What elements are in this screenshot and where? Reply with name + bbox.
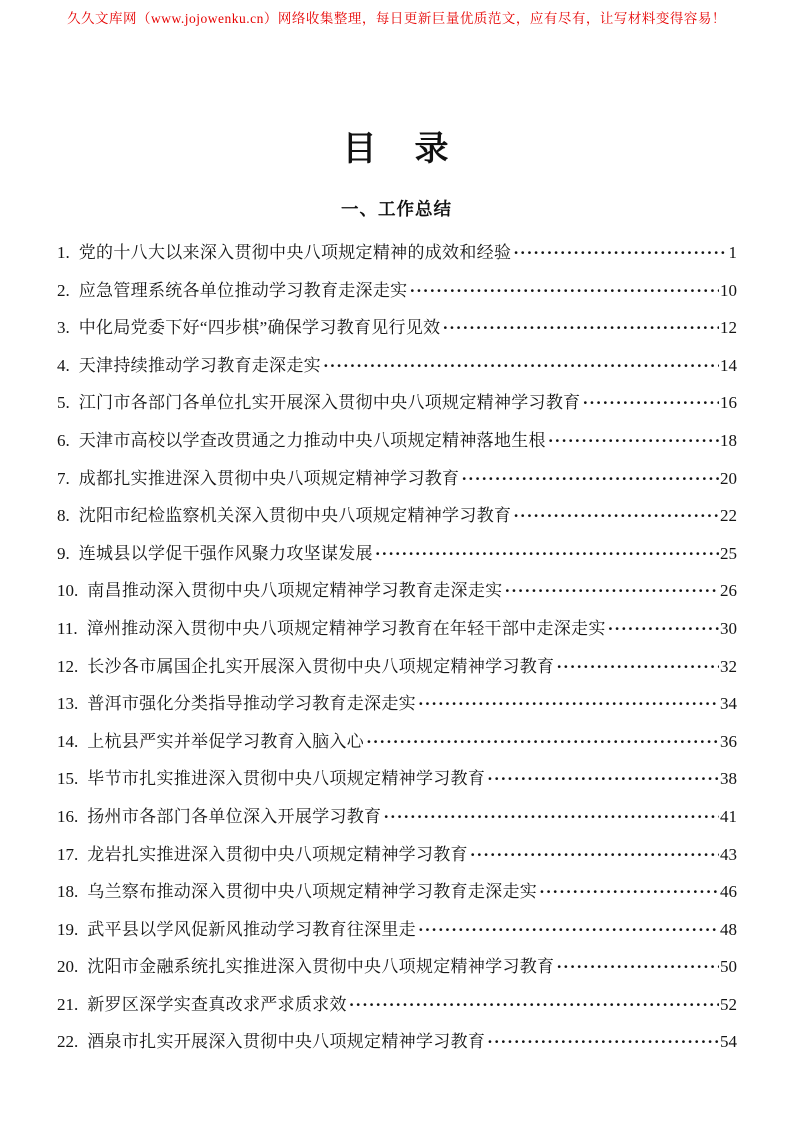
toc-entry [57, 685, 737, 723]
dot-leader [513, 234, 727, 272]
dot-leader [470, 836, 719, 874]
toc-entry-page: 18 [720, 430, 737, 450]
toc-entry [57, 948, 737, 986]
toc-entry-page: 34 [720, 694, 737, 714]
dot-leader [539, 873, 719, 911]
toc-entry [57, 384, 737, 422]
toc-entry-title: 毕节市扎实推进深入贯彻中央八项规定精神学习教育 [87, 769, 486, 789]
toc-entry-number: 5. [57, 393, 70, 413]
toc-entry [57, 723, 737, 761]
toc-entry-number: 7. [57, 468, 70, 488]
toc-entry [57, 309, 737, 347]
dot-leader [442, 309, 719, 347]
page-title: 目 录 [342, 131, 451, 168]
dot-leader [383, 798, 719, 836]
dot-leader [366, 723, 719, 761]
toc-entry [57, 497, 737, 535]
toc-entry-number: 13. [57, 694, 79, 714]
toc-entry-title: 天津市高校以学查改贯通之力推动中央八项规定精神落地生根 [78, 430, 546, 450]
dot-leader [418, 911, 719, 949]
toc-entry-title: 龙岩扎实推进深入贯彻中央八项规定精神学习教育 [87, 844, 468, 864]
dot-leader [513, 497, 719, 535]
toc-entry [57, 460, 737, 498]
toc-entry-page: 16 [720, 393, 737, 413]
dot-leader [375, 535, 719, 573]
toc-entry [57, 535, 737, 573]
toc-entry-page: 20 [720, 468, 737, 488]
toc-entry-page: 22 [720, 506, 737, 526]
dot-leader [418, 685, 719, 723]
toc-entry-page: 30 [720, 618, 737, 638]
toc-entry [57, 234, 737, 272]
section-heading: 一、工作总结 [341, 199, 452, 219]
toc-entry-number: 16. [57, 806, 79, 826]
toc-entry [57, 911, 737, 949]
toc-entry-title: 天津持续推动学习教育走深走实 [78, 355, 321, 375]
toc-entry-title: 普洱市强化分类指导推动学习教育走深走实 [87, 694, 416, 714]
toc-entry-title: 党的十八大以来深入贯彻中央八项规定精神的成效和经验 [78, 243, 512, 262]
toc-entry-title: 漳州推动深入贯彻中央八项规定精神学习教育在年轻干部中走深走实 [86, 618, 606, 638]
toc-entry-number: 6. [57, 430, 70, 450]
toc-entry-title: 酒泉市扎实开展深入贯彻中央八项规定精神学习教育 [87, 1032, 486, 1052]
toc-entry-page: 50 [720, 957, 737, 977]
toc-entry-number: 2. [57, 280, 70, 300]
toc-entry-page: 26 [720, 581, 737, 601]
toc-entry-page: 38 [720, 769, 737, 789]
toc-entry-title: 成都扎实推进深入贯彻中央八项规定精神学习教育 [78, 468, 460, 488]
toc-entry-title: 南昌推动深入贯彻中央八项规定精神学习教育走深走实 [87, 581, 503, 601]
toc-entry-title: 江门市各部门各单位扎实开展深入贯彻中央八项规定精神学习教育 [78, 393, 581, 413]
toc-entry-title: 新罗区深学实查真改求严求质求效 [87, 994, 347, 1014]
toc-entry-title: 乌兰察布推动深入贯彻中央八项规定精神学习教育走深走实 [87, 882, 538, 902]
toc-entry-page: 1 [728, 243, 737, 262]
toc-entry-number: 20. [57, 957, 79, 977]
toc-entry-title: 沈阳市纪检监察机关深入贯彻中央八项规定精神学习教育 [78, 506, 512, 526]
toc-entry-page: 25 [720, 543, 737, 563]
toc-entry-number: 18. [57, 882, 79, 902]
toc-entry-page: 52 [720, 994, 737, 1014]
toc-entry-title: 中化局党委下好“四步棋”确保学习教育见行见效 [78, 318, 441, 338]
toc-entry-number: 22. [57, 1032, 79, 1052]
toc-entry-number: 19. [57, 919, 79, 939]
toc-entry [57, 422, 737, 460]
toc-entry-page: 46 [720, 882, 737, 902]
toc-entry-page: 10 [720, 280, 737, 300]
toc-entry-number: 8. [57, 506, 70, 526]
toc-entry-number: 1. [57, 243, 70, 262]
toc-entry-title: 沈阳市金融系统扎实推进深入贯彻中央八项规定精神学习教育 [87, 957, 555, 977]
toc-entry [57, 1023, 737, 1061]
toc-entry [57, 347, 737, 385]
toc-entry-number: 3. [57, 318, 70, 338]
dot-leader [487, 1023, 719, 1061]
toc-entry-title: 连城县以学促干强作风聚力攻坚谋发展 [78, 543, 373, 563]
toc-entry [57, 798, 737, 836]
toc-entry-title: 长沙各市属国企扎实开展深入贯彻中央八项规定精神学习教育 [87, 656, 555, 676]
toc-list [0, 234, 793, 1061]
toc-entry-page: 14 [720, 355, 737, 375]
toc-entry-title: 上杭县严实并举促学习教育入脑入心 [87, 731, 365, 751]
toc-entry-number: 9. [57, 543, 70, 563]
dot-leader [556, 948, 719, 986]
dot-leader [409, 272, 719, 310]
toc-entry-page: 48 [720, 919, 737, 939]
dot-leader [349, 986, 719, 1024]
toc-entry-number: 10. [57, 581, 79, 601]
dot-leader [582, 384, 719, 422]
toc-entry [57, 572, 737, 610]
toc-entry-title: 武平县以学风促新风推动学习教育往深里走 [87, 919, 416, 939]
toc-entry [57, 760, 737, 798]
toc-entry-number: 21. [57, 994, 79, 1014]
dot-leader [608, 610, 719, 648]
toc-entry-page: 41 [720, 806, 737, 826]
toc-entry-number: 15. [57, 769, 79, 789]
toc-entry-page: 43 [720, 844, 737, 864]
toc-entry-page: 32 [720, 656, 737, 676]
dot-leader [556, 648, 719, 686]
toc-entry-title: 应急管理系统各单位推动学习教育走深走实 [78, 280, 408, 300]
watermark-text: 久久文库网（www.jojowenku.cn）网络收集整理，每日更新巨量优质范文，应有尽有，让写材料变得容易！ [67, 11, 726, 26]
toc-entry-page: 36 [720, 731, 737, 751]
toc-entry-title: 扬州市各部门各单位深入开展学习教育 [87, 806, 382, 826]
toc-entry-number: 11. [57, 618, 78, 638]
toc-entry-number: 14. [57, 731, 79, 751]
toc-entry-number: 12. [57, 656, 79, 676]
toc-entry [57, 836, 737, 874]
toc-entry [57, 272, 737, 310]
dot-leader [461, 460, 719, 498]
toc-entry [57, 610, 737, 648]
toc-entry-page: 54 [720, 1032, 737, 1052]
toc-entry [57, 873, 737, 911]
dot-leader [548, 422, 719, 460]
toc-entry-number: 4. [57, 355, 70, 375]
dot-leader [504, 572, 719, 610]
toc-entry-page: 12 [720, 318, 737, 338]
toc-entry-number: 17. [57, 844, 79, 864]
toc-entry [57, 986, 737, 1024]
dot-leader [487, 760, 719, 798]
dot-leader [323, 347, 719, 385]
toc-entry [57, 648, 737, 686]
